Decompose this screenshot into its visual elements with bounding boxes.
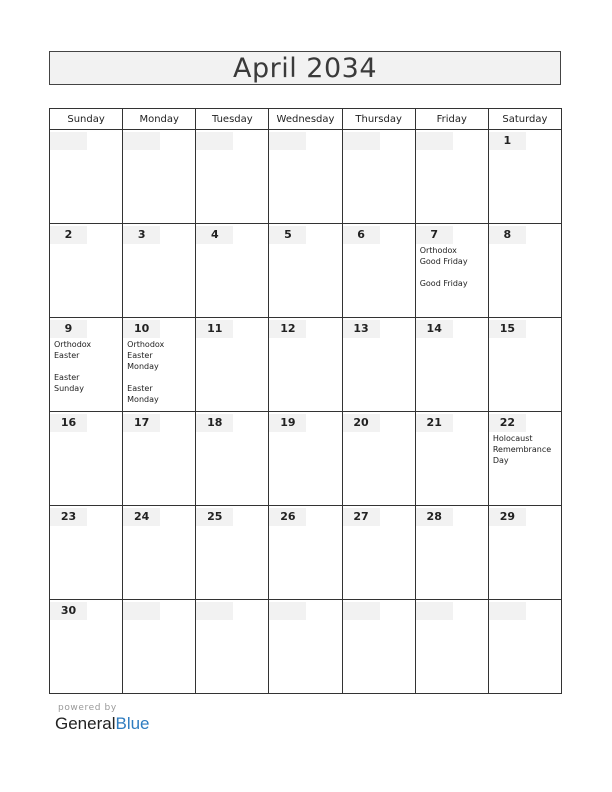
day-number: 16 — [50, 414, 87, 432]
weekday-header: Saturday — [488, 109, 561, 130]
holiday-label: Orthodox Easter — [54, 340, 92, 360]
day-cell — [488, 506, 561, 600]
day-number: 11 — [196, 320, 233, 338]
day-cell — [269, 600, 342, 694]
day-number: 24 — [123, 508, 160, 526]
day-number: 10 — [123, 320, 160, 338]
day-number — [489, 602, 526, 620]
calendar-grid — [49, 108, 562, 694]
event-list — [50, 339, 122, 394]
day-number — [123, 132, 160, 150]
day-number: 3 — [123, 226, 160, 244]
day-cell — [123, 318, 196, 412]
day-number — [343, 132, 380, 150]
week-row — [50, 412, 562, 506]
day-cell — [488, 412, 561, 506]
holiday-label: Orthodox Easter Monday — [127, 340, 165, 371]
day-number: 5 — [269, 226, 306, 244]
calendar-title: April 2034 — [232, 52, 377, 84]
day-cell — [269, 412, 342, 506]
weekday-header-row — [50, 109, 562, 130]
day-number: 23 — [50, 508, 87, 526]
day-number: 20 — [343, 414, 380, 432]
day-number: 29 — [489, 508, 526, 526]
day-number — [123, 602, 160, 620]
day-number: 15 — [489, 320, 526, 338]
day-number: 7 — [416, 226, 453, 244]
day-cell — [342, 412, 415, 506]
day-number — [416, 132, 453, 150]
event-list — [123, 339, 195, 405]
day-number: 22 — [489, 414, 526, 432]
day-cell — [50, 318, 123, 412]
day-cell — [123, 224, 196, 318]
holiday-label: Good Friday — [419, 279, 468, 288]
week-row — [50, 506, 562, 600]
day-cell — [196, 506, 269, 600]
day-number: 14 — [416, 320, 453, 338]
weekday-header: Monday — [123, 109, 196, 130]
day-cell — [415, 506, 488, 600]
week-row — [50, 130, 562, 224]
day-number: 28 — [416, 508, 453, 526]
day-number: 18 — [196, 414, 233, 432]
calendar-title-banner — [49, 51, 561, 85]
day-cell — [342, 318, 415, 412]
day-number: 6 — [343, 226, 380, 244]
brand-general-text: General — [55, 714, 116, 733]
day-cell — [342, 600, 415, 694]
day-cell — [269, 506, 342, 600]
day-cell — [50, 224, 123, 318]
day-number: 19 — [269, 414, 306, 432]
day-number: 2 — [50, 226, 87, 244]
day-cell — [50, 600, 123, 694]
day-cell — [415, 318, 488, 412]
day-cell — [196, 412, 269, 506]
event-list — [489, 433, 561, 466]
holiday-label: Easter Monday — [127, 384, 159, 404]
weekday-header: Thursday — [342, 109, 415, 130]
week-row — [50, 600, 562, 694]
day-cell — [269, 130, 342, 224]
day-number: 25 — [196, 508, 233, 526]
holiday-label: Easter Sunday — [54, 373, 84, 393]
day-number: 30 — [50, 602, 87, 620]
day-number: 26 — [269, 508, 306, 526]
day-cell — [123, 506, 196, 600]
brand-blue-text: Blue — [115, 714, 150, 733]
day-cell — [196, 224, 269, 318]
day-number: 27 — [343, 508, 380, 526]
day-cell — [196, 130, 269, 224]
day-cell — [196, 318, 269, 412]
weekday-header: Sunday — [50, 109, 123, 130]
day-number — [343, 602, 380, 620]
day-number — [416, 602, 453, 620]
weekday-header: Wednesday — [269, 109, 342, 130]
holiday-label: Holocaust Remembrance Day — [492, 434, 552, 465]
holiday-label: Orthodox Good Friday — [419, 246, 468, 266]
generalblue-logo[interactable] — [55, 714, 150, 734]
powered-by-label: powered by — [58, 703, 117, 713]
day-cell — [488, 224, 561, 318]
day-number: 8 — [489, 226, 526, 244]
day-number: 9 — [50, 320, 87, 338]
day-cell — [123, 412, 196, 506]
week-row — [50, 318, 562, 412]
day-cell — [269, 318, 342, 412]
day-cell — [123, 130, 196, 224]
event-list — [416, 245, 488, 289]
day-number: 12 — [269, 320, 306, 338]
week-row — [50, 224, 562, 318]
day-cell — [488, 600, 561, 694]
day-number: 1 — [489, 132, 526, 150]
day-cell — [50, 412, 123, 506]
day-cell — [415, 600, 488, 694]
weekday-header: Tuesday — [196, 109, 269, 130]
day-number — [196, 602, 233, 620]
day-cell — [50, 506, 123, 600]
weekday-header: Friday — [415, 109, 488, 130]
day-cell — [415, 130, 488, 224]
day-cell — [415, 224, 488, 318]
day-cell — [342, 130, 415, 224]
day-cell — [488, 318, 561, 412]
day-number: 17 — [123, 414, 160, 432]
day-number: 21 — [416, 414, 453, 432]
day-cell — [196, 600, 269, 694]
day-number: 13 — [343, 320, 380, 338]
day-cell — [269, 224, 342, 318]
day-cell — [488, 130, 561, 224]
day-cell — [342, 506, 415, 600]
day-cell — [123, 600, 196, 694]
day-cell — [342, 224, 415, 318]
day-number — [196, 132, 233, 150]
day-number — [269, 132, 306, 150]
day-cell — [50, 130, 123, 224]
day-number — [50, 132, 87, 150]
day-number: 4 — [196, 226, 233, 244]
day-number — [269, 602, 306, 620]
day-cell — [415, 412, 488, 506]
